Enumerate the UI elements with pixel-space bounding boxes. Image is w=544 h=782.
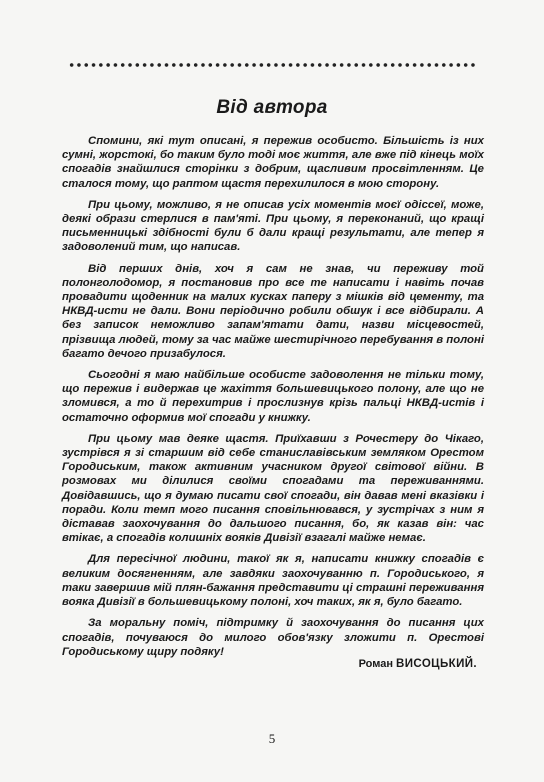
body-text: [62, 134, 484, 666]
paragraph: Для пересічної людини, такої як я, написати книжку спогадів є великим досягненням, але завдяки заохочуванню п. Городиського, я таки завершив мій плян-бажання представити ці страшні переживання вояка Дивізії в большевицькому полоні, хоч таких, як я, було багато.: [62, 553, 484, 609]
paragraph: Спомини, які тут описані, я пережив особисто. Більшість із них сумні, жорстокі, бо таким було тоді моє життя, але вже під кінець моїх спогадів знайшлися сторінки з добрим, щасливим просвітленням. Це сталося тому, що раптом щастя перехилилося в мою сторону.: [62, 135, 484, 190]
paragraph: При цьому, можливо, я не описав усіх моментів моєї одіссеї, може, деякі образи стерлися в пам'яті. При цьому, я переконаний, що кращі письменницькі здібності були б дали кращі результати, але тепер я задоволений тим, що написав.: [62, 198, 484, 254]
page-number: 5: [268, 731, 276, 746]
paragraph: Сьогодні я маю найбільше особисте задоволення не тільки тому, що пережив і видержав це жахіття большевицького полону, але що не зломився, а то й перехитрив і прослизнув крізь пальці НКВД-истів і остаточно оформив мої спогади у книжку.: [62, 369, 484, 424]
paragraph: За моральну поміч, підтримку й заохочування до писання цих спогадів, почуваюся до милого обов'язку зложити п. Орестові Городиському щиру подяку!: [62, 617, 484, 658]
paragraph: При цьому мав деяке щастя. Приїхавши з Рочестеру до Чікаго, зустрівся я зі старшим від себе станиславівським земляком Орестом Городиським, також активним учасником другої світової війни. В розмовах ми ділилися своїми спогадами та переживаннями. Довідавшись, що я думаю писати свої спогади, він давав мені вказівки і поради. Коли темп мого писання сповільнювався, у зустрічах з ним я діставав заохочування до дальшого писання, бо, як казав він: час втікає, а спогадів колишніх вояків Дивізії взагалі майже немає.: [62, 432, 484, 545]
paragraph: Від перших днів, хоч я сам не знав, чи переживу той полонголодомор, я постановив про все те написати і навіть почав провадити щоденник на малих кусках паперу з мішків від цементу, та НКВД-исти не дали. Вони періодично робили обшук і все відбирали. А без записок неможливо запам'ятати дати, назви місцевостей, прізвища людей, тому за час майже шестирічного перебування в полоні багато дечого призабулося.: [62, 262, 484, 360]
dotted-rule: [68, 62, 478, 68]
author-first-name: Роман: [358, 658, 393, 670]
author-surname: ВИСОЦЬКИЙ.: [396, 658, 477, 670]
page-title: Від автора: [216, 97, 328, 118]
author-signature: [359, 658, 477, 670]
